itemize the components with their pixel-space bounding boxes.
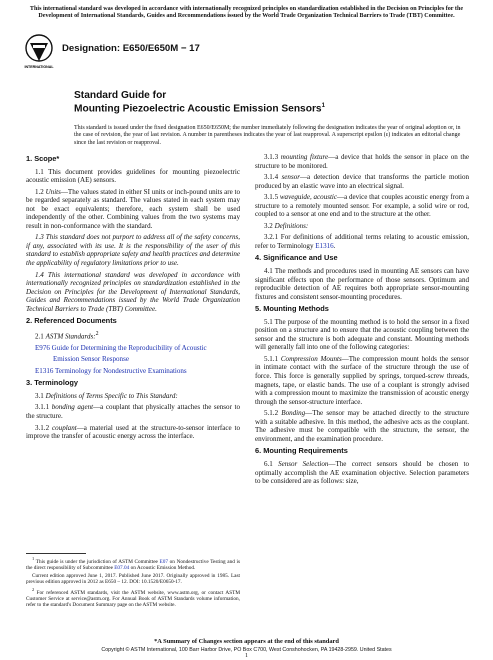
reference-e976: E976 Guide for Determining the Reproducibility of Acoustic bbox=[35, 343, 207, 352]
section-scope-heading: 1. Scope* bbox=[26, 154, 60, 163]
reference-e1316-link[interactable]: E1316 bbox=[35, 366, 54, 375]
designation: Designation: E650/E650M − 17 bbox=[62, 43, 200, 54]
issued-note: This standard is issued under the fixed designation E650/E650M; the number immediately following the designation indicates the year of original adoption or, in the case of revision, the year of last revision. A number in parentheses indicates the year of last reapproval. A superscript epsilon (ε) indicates an editorial change since the last revision or reapproval. bbox=[74, 125, 461, 146]
reference-e1316: E1316 Terminology for Nondestructive Examinations bbox=[35, 366, 187, 375]
para-3-1-5: 3.1.5 waveguide, acoustic—a device that couples acoustic energy from a structure to a remotely mounted sensor. For example, a solid wire or rod, coupled to a sensor at one end and to the structure at the other. bbox=[255, 193, 469, 219]
para-2-1: 2.1 ASTM Standards:$^2$ bbox=[35, 330, 99, 341]
svg-text:INTERNATIONAL: INTERNATIONAL bbox=[24, 65, 54, 69]
para-1-4: 1.4 This international standard was developed in accordance with internationally recognized principles on standardization established in the Decision on Principles for the Development of International Standards, Guides and Recommendations issued by the World Trade Organization Technical Barriers to Trade (TBT) Committee. bbox=[26, 270, 240, 313]
para-3-1-1: 3.1.1 bonding agent—a couplant that physically attaches the sensor to the structure. bbox=[26, 403, 241, 421]
para-3-1-3: 3.1.3 mounting fixture—a device that holds the sensor in place on the structure to be monitored. bbox=[255, 153, 469, 170]
footnote-1-edition: Current edition approved June 1, 2017. Published June 2017. Originally approved in 1985. Last previous edition approved in 2012 as E650 – 12. DOI: 10.1520/E0650-17. bbox=[26, 572, 240, 586]
para-5-1-1: 5.1.1 Compression Mounts—The compression mount holds the sensor in intimate contact with the surface of the structure through the use of force. This force is generally supplied by springs, torqued-screw threads, magnets, tape, or elastic bands. The use of a couplant is strongly advised with a compression mount to maximize the transmission of acoustic energy through the sensor-structure interface. bbox=[255, 354, 470, 406]
footnotes bbox=[26, 556, 240, 610]
summary-of-changes-notice: *A Summary of Changes section appears at the end of this standard bbox=[154, 638, 339, 645]
para-1-3: 1.3 This standard does not purport to address all of the safety concerns, if any, associated with its use. It is the responsibility of the user of this standard to establish appropriate safety and health practices and determine the applicability of regulatory limitations prior to use. bbox=[26, 233, 240, 268]
para-3-2: 3.2 Definitions: bbox=[264, 221, 309, 230]
para-4-1: 4.1 The methods and procedures used in mounting AE sensors can have significant effects upon the performance of those sensors. Optimum and reproducible detection of AE requires both appropriate sensor-mounting fixtures and consistent sensor-mounting procedures. bbox=[255, 267, 469, 301]
reference-e976-link[interactable]: E976 bbox=[35, 343, 50, 352]
para-3-1: 3.1 Definitions of Terms Specific to This Standard: bbox=[35, 391, 178, 400]
para-1-2: 1.2 Units—The values stated in either SI units or inch-pound units are to be regarded separately as standard. The values stated in each system may not be exact equivalents; therefore, each system shall be used independently of the other. Combining values from the two systems may result in non-conformance with the standard. bbox=[26, 187, 240, 230]
section-significance-heading: 4. Significance and Use bbox=[255, 253, 338, 263]
title-line-1: Standard Guide for bbox=[74, 90, 167, 101]
section-mounting-requirements-heading: 6. Mounting Requirements bbox=[255, 446, 348, 456]
page-number: 1 bbox=[245, 653, 248, 659]
right-column bbox=[255, 153, 469, 489]
para-1-1: 1.1 This document provides guidelines for mounting piezoelectric acoustic emission (AE) sensors. bbox=[26, 167, 240, 185]
reference-e976-cont: Emission Sensor Response bbox=[53, 355, 129, 364]
terminology-e1316-link[interactable]: E1316 bbox=[315, 241, 334, 250]
para-3-2-1: 3.2.1 For definitions of additional terms relating to acoustic emission, refer to Terminology E1316. bbox=[255, 233, 469, 250]
title-line-2 bbox=[74, 103, 325, 114]
para-6-1: 6.1 Sensor Selection—The correct sensors should be chosen to optimally accomplish the AE examination objective. Selection parameters to be considered are as follows: size, bbox=[255, 459, 469, 486]
section-referenced-docs-heading: 2. Referenced Documents bbox=[26, 316, 117, 326]
astm-logo bbox=[24, 34, 54, 70]
subcommittee-e07-04-link[interactable]: E07.04 bbox=[114, 565, 130, 572]
section-terminology-heading: 3. Terminology bbox=[26, 378, 79, 388]
copyright-line: Copyright © ASTM International, 100 Barr Harbor Drive, PO Box C700, West Conshohocken, PA 19428-2959. United States bbox=[101, 647, 392, 653]
committee-e07-link[interactable]: E07 bbox=[159, 558, 168, 565]
para-3-1-4: 3.1.4 sensor—a detection device that transforms the particle motion produced by an elastic wave into an electrical signal. bbox=[255, 173, 469, 190]
footnote-divider bbox=[26, 553, 86, 554]
standard-notice: This international standard was developed in accordance with internationally recognized principles on standardization established in the Decision on Principles for the Development of International Standards, Guides and Recommendations issued by the World Trade Organization Technical Barriers to Trade (TBT) Committee. bbox=[29, 6, 464, 20]
title-footnote-ref: 1 bbox=[321, 103, 325, 109]
para-5-1: 5.1 The purpose of the mounting method is to hold the sensor in a fixed position on a structure and to ensure that the acoustic coupling between the sensor and the structure is both adequate and constant. Mounting methods will generally fall into one of the following categories: bbox=[255, 317, 469, 352]
para-5-1-2: 5.1.2 Bonding—The sensor may be attached directly to the structure with a suitable adhesive. In this method, the adhesive acts as the couplant. The adhesive must be compatible with the structure, the sensor, the environment, and the examination procedure. bbox=[255, 409, 469, 443]
left-column bbox=[26, 153, 240, 444]
title-text: Mounting Piezoelectric Acoustic Emission Sensors bbox=[74, 103, 322, 115]
footnote-2: $^2$ For referenced ASTM standards, visit the ASTM website, www.astm.org, or contact ASTM Customer Service at service@astm.org. For Annual Book of ASTM Standards volume information, refer to the standard's Document Summary page on the ASTM website. bbox=[26, 586, 240, 609]
para-3-1-2: 3.1.2 couplant—a material used at the structure-to-sensor interface to improve the transfer of acoustic energy across the interface. bbox=[26, 423, 241, 441]
footnote-1: $^1$ This guide is under the jurisdiction of ASTM Committee E07 on Nondestructive Testing and is the direct responsibility of Subcommittee E07.04 on Acoustic Emission Method. bbox=[26, 556, 241, 572]
section-mounting-methods-heading: 5. Mounting Methods bbox=[255, 304, 329, 314]
